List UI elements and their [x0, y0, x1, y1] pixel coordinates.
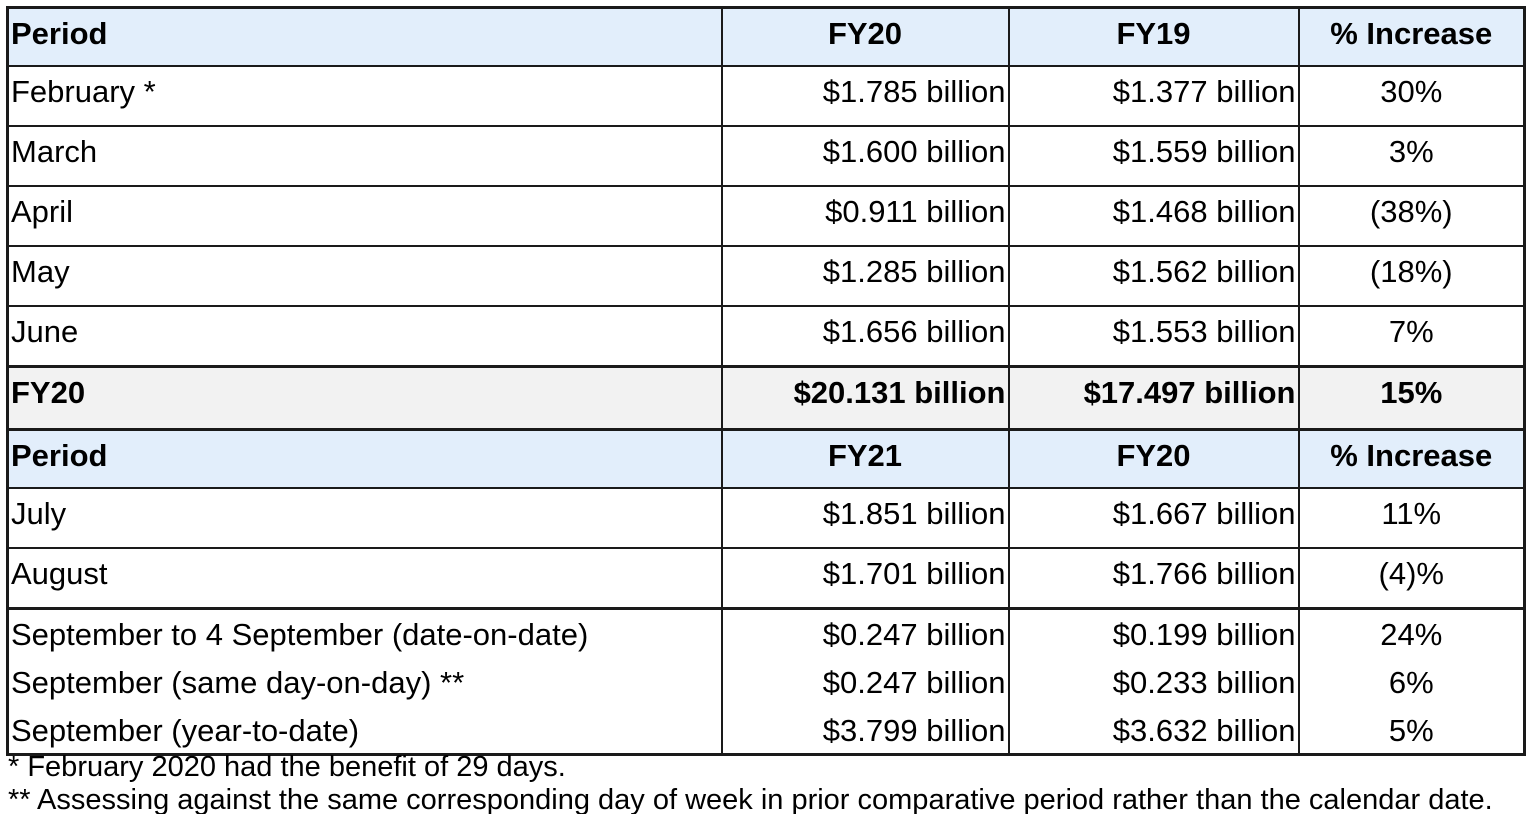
table-row-august: [8, 548, 1525, 609]
period-cell: June: [8, 306, 722, 367]
period-cell: September (same day-on-day) **: [8, 658, 722, 706]
footnotes: [8, 751, 1528, 814]
column-header-fy21: FY21: [722, 430, 1009, 489]
period-cell: September to 4 September (date-on-date): [8, 609, 722, 659]
period-cell: August: [8, 548, 722, 609]
value-cell: $1.559 billion: [1009, 126, 1299, 186]
value-cell: $1.656 billion: [722, 306, 1009, 367]
table-row-september-year-to-date: [8, 706, 1525, 755]
value-cell: $3.632 billion: [1009, 706, 1299, 755]
table-row-february: [8, 66, 1525, 126]
value-cell: $0.911 billion: [722, 186, 1009, 246]
section1-header-row: [8, 8, 1525, 67]
footnote-february-29-days: * February 2020 had the benefit of 29 days.: [8, 751, 566, 783]
pct-cell: 5%: [1299, 706, 1525, 755]
total-period-cell: FY20: [8, 367, 722, 430]
value-cell: $1.667 billion: [1009, 488, 1299, 548]
value-cell: $3.799 billion: [722, 706, 1009, 755]
column-header-fy20: FY20: [722, 8, 1009, 67]
period-cell: September (year-to-date): [8, 706, 722, 755]
column-header-pct-increase: % Increase: [1299, 430, 1525, 489]
value-cell: $1.285 billion: [722, 246, 1009, 306]
total-value-cell: $17.497 billion: [1009, 367, 1299, 430]
period-cell: April: [8, 186, 722, 246]
value-cell: $0.233 billion: [1009, 658, 1299, 706]
value-cell: $0.247 billion: [722, 658, 1009, 706]
table-row-june: [8, 306, 1525, 367]
value-cell: $1.468 billion: [1009, 186, 1299, 246]
value-cell: $1.562 billion: [1009, 246, 1299, 306]
value-cell: $1.701 billion: [722, 548, 1009, 609]
table-row-july: [8, 488, 1525, 548]
pct-cell: 3%: [1299, 126, 1525, 186]
period-cell: July: [8, 488, 722, 548]
pct-cell: 11%: [1299, 488, 1525, 548]
total-value-cell: $20.131 billion: [722, 367, 1009, 430]
table-row-september-date-on-date: [8, 609, 1525, 659]
table-row-april: [8, 186, 1525, 246]
value-cell: $0.199 billion: [1009, 609, 1299, 659]
column-header-fy19: FY19: [1009, 8, 1299, 67]
table-row-may: [8, 246, 1525, 306]
total-pct-cell: 15%: [1299, 367, 1525, 430]
revenue-comparison-table: [6, 6, 1526, 756]
value-cell: $1.553 billion: [1009, 306, 1299, 367]
pct-cell: 30%: [1299, 66, 1525, 126]
column-header-fy20: FY20: [1009, 430, 1299, 489]
pct-cell: (38%): [1299, 186, 1525, 246]
column-header-pct-increase: % Increase: [1299, 8, 1525, 67]
table-row-september-day-on-day: [8, 658, 1525, 706]
period-cell: February *: [8, 66, 722, 126]
pct-cell: 24%: [1299, 609, 1525, 659]
pct-cell: 7%: [1299, 306, 1525, 367]
column-header-period: Period: [8, 430, 722, 489]
value-cell: $1.377 billion: [1009, 66, 1299, 126]
value-cell: $1.600 billion: [722, 126, 1009, 186]
period-cell: March: [8, 126, 722, 186]
section2-header-row: [8, 430, 1525, 489]
value-cell: $1.851 billion: [722, 488, 1009, 548]
value-cell: $1.785 billion: [722, 66, 1009, 126]
footnote-day-of-week-comparison: ** Assessing against the same corresponding day of week in prior comparative period rather than the calendar date.: [8, 784, 1493, 814]
value-cell: $1.766 billion: [1009, 548, 1299, 609]
fy20-total-row: [8, 367, 1525, 430]
pct-cell: 6%: [1299, 658, 1525, 706]
table-row-march: [8, 126, 1525, 186]
column-header-period: Period: [8, 8, 722, 67]
pct-cell: (18%): [1299, 246, 1525, 306]
pct-cell: (4)%: [1299, 548, 1525, 609]
period-cell: May: [8, 246, 722, 306]
value-cell: $0.247 billion: [722, 609, 1009, 659]
